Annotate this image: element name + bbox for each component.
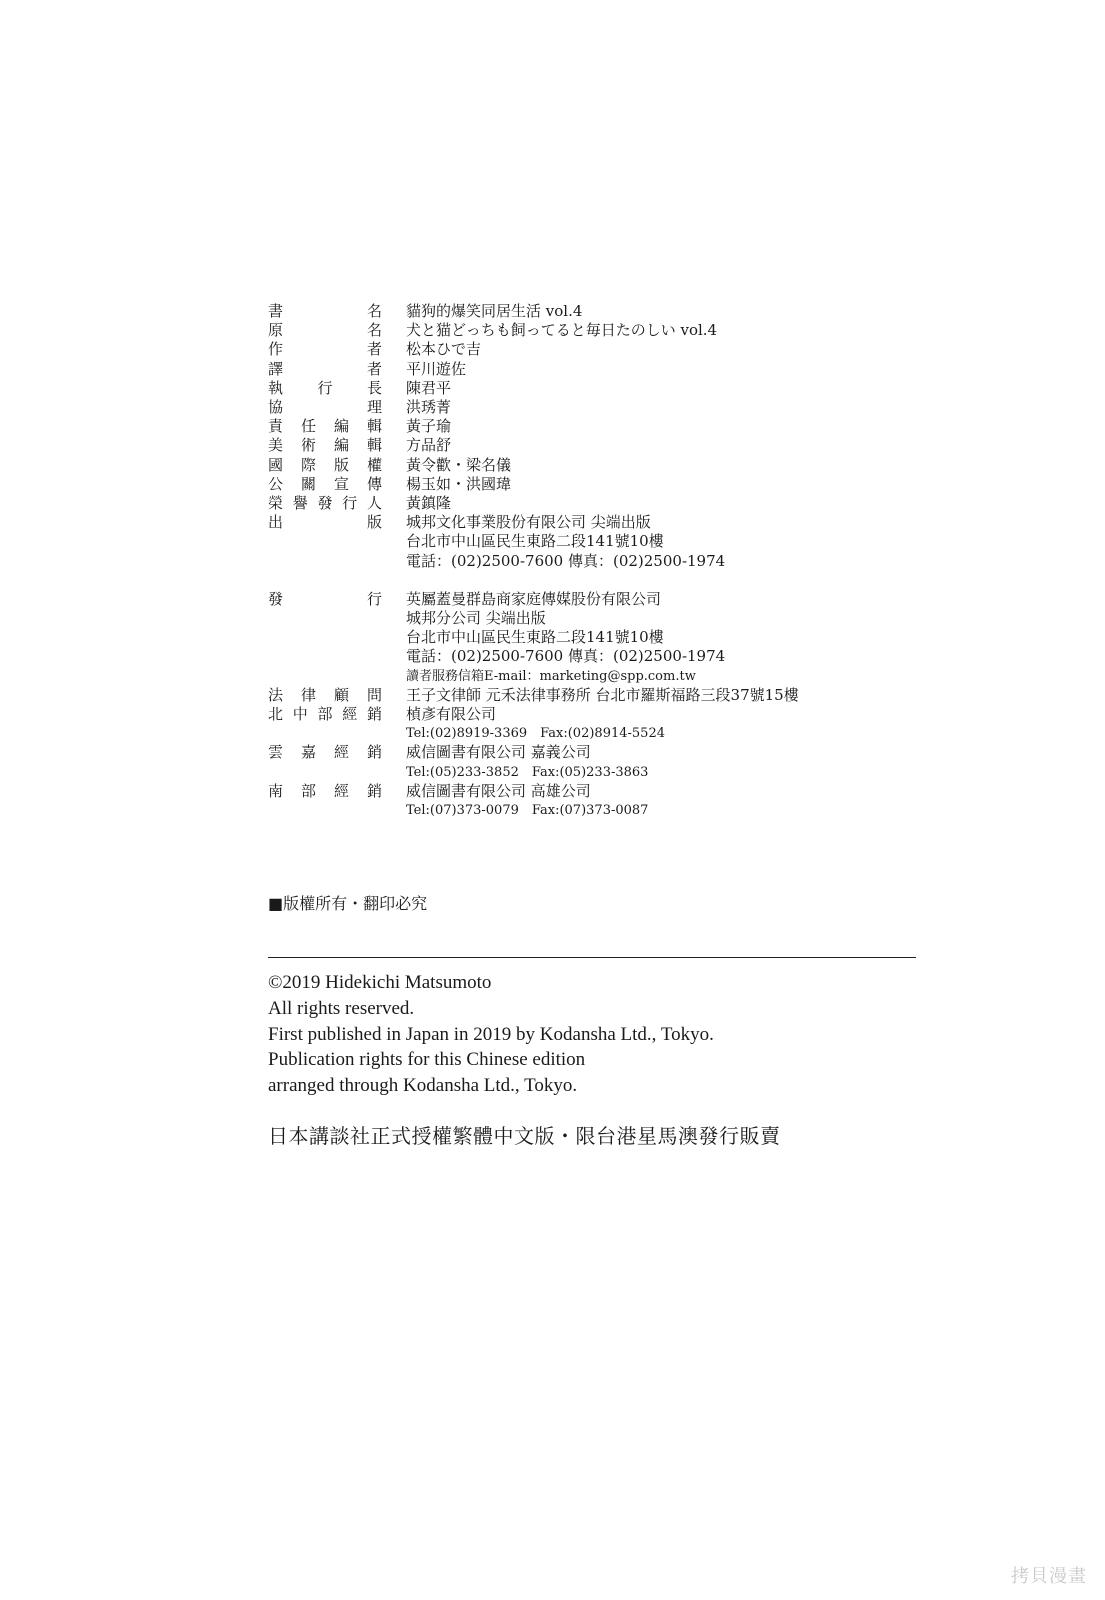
entry-value: 台北市中山區民生東路二段141號10樓 [406, 532, 664, 551]
entry-label: 公 關 宣 傳 [268, 474, 382, 493]
entry-value: 平川遊佐 [406, 359, 467, 378]
entry-values [406, 743, 928, 781]
entry-title [268, 302, 928, 321]
entry-value: 犬と猫どっちも飼ってると毎日たのしい vol.4 [406, 321, 718, 340]
entry-yunjia-dealer [268, 743, 928, 781]
entry-value: 威信圖書有限公司 高雄公司 [406, 781, 591, 800]
entry-label: 作 者 [268, 340, 382, 359]
entry-publisher [268, 513, 928, 571]
entry-value: 黃子瑜 [406, 417, 452, 436]
entry-legal-counsel [268, 686, 928, 705]
entry-distributor [268, 590, 928, 686]
entry-value: 楨彥有限公司 [406, 705, 497, 724]
entry-original-title [268, 321, 928, 340]
entry-label: 北 中 部 經 銷 [268, 705, 382, 724]
entry-value-phone: Tel:(07)373-0079 Fax:(07)373-0087 [406, 803, 649, 819]
entry-value: 電話：(02)2500-7600 傳真：(02)2500-1974 [406, 551, 726, 570]
entry-value: 黃鎮隆 [406, 494, 452, 513]
entry-values [406, 436, 928, 455]
entry-value: 電話：(02)2500-7600 傳真：(02)2500-1974 [406, 647, 726, 666]
entry-values [406, 456, 928, 475]
entry-values [406, 475, 928, 494]
entry-art-editor [268, 436, 928, 455]
entry-label: 雲 嘉 經 銷 [268, 743, 382, 762]
entry-value: 洪琇菁 [406, 398, 452, 417]
english-line: ©2019 Hidekichi Matsumoto [268, 972, 492, 993]
entry-label: 國 際 版 權 [268, 455, 382, 474]
english-line: All rights reserved. [268, 997, 415, 1019]
entry-label: 榮 譽 發 行 人 [268, 494, 382, 513]
entry-value: 方品舒 [406, 436, 452, 455]
colophon-list [268, 302, 928, 820]
entry-label: 美 術 編 輯 [268, 436, 382, 455]
entry-values [406, 513, 928, 571]
entry-manager [268, 398, 928, 417]
entry-values [406, 782, 928, 820]
license-statement: 日本講談社正式授權繁體中文版・限台港星馬澳發行販賣 [268, 1124, 781, 1148]
entry-translator [268, 360, 928, 379]
entry-honorary-publisher [268, 494, 928, 513]
entry-values [406, 379, 928, 398]
watermark-text: 拷貝漫畫 [1011, 1566, 1087, 1587]
entry-values [406, 590, 928, 686]
entry-values [406, 417, 928, 436]
entry-value: 楊玉如・洪國瑋 [406, 474, 512, 493]
entry-value-phone: Tel:(05)233-3852 Fax:(05)233-3863 [406, 764, 649, 780]
entry-public-relations [268, 475, 928, 494]
entry-values [406, 340, 928, 359]
entry-label: 原 名 [268, 321, 382, 340]
entry-values [406, 398, 928, 417]
entry-value: 城邦分公司 尖端出版 [406, 609, 546, 628]
entry-value: 陳君平 [406, 378, 452, 397]
divider-rule [268, 957, 916, 958]
entry-values [406, 321, 928, 340]
entry-executive [268, 379, 928, 398]
entry-north-central-dealer [268, 705, 928, 743]
entry-value: 貓狗的爆笑同居生活 vol.4 [406, 302, 583, 320]
english-copyright-block [268, 970, 714, 1099]
entry-label: 發 行 [268, 589, 382, 608]
entry-label: 執 行 長 [268, 378, 382, 397]
entry-value: 松本ひで吉 [406, 340, 482, 359]
entry-values [406, 686, 928, 705]
english-line: Publication rights for this Chinese edition [268, 1049, 586, 1071]
entry-value: 台北市中山區民生東路二段141號10樓 [406, 628, 664, 647]
entry-label: 書 名 [268, 302, 382, 320]
entry-international-rights [268, 456, 928, 475]
english-line: arranged through Kodansha Ltd., Tokyo. [268, 1075, 578, 1097]
entry-values [406, 302, 928, 321]
english-line: First published in Japan in 2019 by Kodansha Ltd., Tokyo. [268, 1023, 714, 1045]
entry-value-phone: Tel:(02)8919-3369 Fax:(02)8914-5524 [406, 726, 665, 742]
entry-label: 協 理 [268, 398, 382, 417]
entry-value: 英屬蓋曼群島商家庭傳媒股份有限公司 [406, 589, 662, 608]
entry-values [406, 705, 928, 743]
entry-author [268, 340, 928, 359]
entry-value: 黃令歡・梁名儀 [406, 455, 512, 474]
entry-label: 南 部 經 銷 [268, 781, 382, 800]
entry-editor [268, 417, 928, 436]
entry-label: 責 任 編 輯 [268, 417, 382, 436]
entry-values [406, 494, 928, 513]
entry-label: 法 律 顧 問 [268, 685, 382, 704]
entry-value-email: 讀者服務信箱E-mail：marketing@spp.com.tw [406, 668, 696, 684]
rights-notice: ■版權所有・翻印必究 [268, 894, 428, 913]
entry-value: 王子文律師 元禾法律事務所 台北市羅斯福路三段37號15樓 [406, 685, 799, 704]
entry-label: 譯 者 [268, 359, 382, 378]
entry-value: 城邦文化事業股份有限公司 尖端出版 [406, 513, 651, 532]
entry-label: 出 版 [268, 513, 382, 532]
entry-values [406, 360, 928, 379]
entry-value: 威信圖書有限公司 嘉義公司 [406, 743, 591, 762]
entry-south-dealer [268, 782, 928, 820]
